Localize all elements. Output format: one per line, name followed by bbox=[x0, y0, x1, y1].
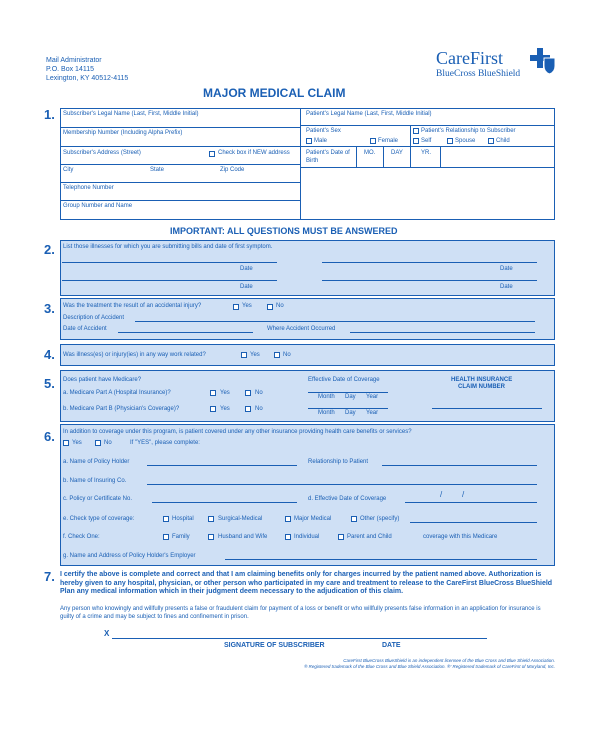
where-field[interactable] bbox=[350, 332, 535, 333]
with-medicare-label: coverage with this Medicare bbox=[423, 534, 498, 540]
section-number: 1. bbox=[44, 107, 55, 122]
address-line: P.O. Box 14115 bbox=[46, 66, 94, 73]
no-label: No bbox=[104, 440, 112, 446]
effective-date-field[interactable] bbox=[405, 502, 537, 503]
no-label: No bbox=[255, 406, 263, 412]
carefirst-logo bbox=[436, 48, 556, 82]
other-coverage-field[interactable] bbox=[410, 522, 537, 523]
fraud-warning: Any person who knowingly and willfully presents a false or fraudulent claim for payment of a loss or benefit or who willfully presents false information in an application for insurance is guilty of a crime and may be subject to fines and confinement in prison. bbox=[60, 606, 541, 620]
yes-label: Yes bbox=[250, 352, 260, 358]
month-label: Month bbox=[318, 410, 335, 416]
work-related-question: Was illness(es) or injury(ies) in any way work related? bbox=[63, 352, 206, 358]
no-label: No bbox=[255, 390, 263, 396]
section-number: 4. bbox=[44, 347, 55, 362]
date-label: Date bbox=[500, 266, 513, 272]
date-label: Date bbox=[240, 266, 253, 272]
part-b-label: b. Medicare Part B (Physician's Coverage)? bbox=[63, 406, 180, 412]
subscriber-name-label: Subscriber's Legal Name (Last, First, Middle Initial) bbox=[63, 111, 199, 117]
employer-field[interactable] bbox=[225, 559, 537, 560]
day-label: Day bbox=[345, 394, 356, 400]
month-label: Month bbox=[318, 394, 335, 400]
mailing-address bbox=[46, 56, 128, 83]
patient-sex-label: Patient's Sex bbox=[306, 128, 341, 134]
female-checkbox[interactable] bbox=[370, 138, 376, 144]
yes-label: Yes bbox=[72, 440, 82, 446]
relationship-to-patient-label: Relationship to Patient bbox=[308, 459, 369, 465]
signature-field[interactable] bbox=[112, 638, 487, 639]
certification-text: I certify the above is complete and correct and that I am claiming benefits only for charges incurred by the patient named above. Authorization is hereby given to any hospital, physician, or other person who participated in my care and treatment to release to the CareFirst BlueCross BlueShield Plan any medical information which in their judgment deem necessary to the adjudication of this claim. bbox=[60, 571, 553, 595]
self-checkbox[interactable] bbox=[413, 138, 419, 144]
yes-label: Yes bbox=[220, 390, 230, 396]
husband-wife-label: Husband and Wife bbox=[218, 534, 268, 540]
day-label: Day bbox=[345, 410, 356, 416]
yes-label: Yes bbox=[220, 406, 230, 412]
section-number: 2. bbox=[44, 242, 55, 257]
subscriber-name-field[interactable] bbox=[62, 118, 298, 126]
address-line: Lexington, KY 40512-4115 bbox=[46, 75, 129, 82]
zip-label: Zip Code bbox=[220, 167, 245, 173]
check-one-label: f. Check One: bbox=[63, 534, 100, 540]
page-title: MAJOR MEDICAL CLAIM bbox=[203, 86, 346, 100]
if-yes-label: If "YES", please complete: bbox=[130, 440, 200, 446]
subscriber-address-label: Subscriber's Address (Street) bbox=[63, 150, 141, 156]
year-label: Year bbox=[366, 394, 379, 400]
logo-main: CareFirst bbox=[436, 48, 503, 68]
year-label: Year bbox=[366, 410, 379, 416]
telephone-label: Telephone Number bbox=[63, 185, 114, 191]
husband-wife-checkbox[interactable] bbox=[208, 534, 214, 540]
work-yes-checkbox[interactable] bbox=[241, 352, 247, 358]
dob-month-label: MO. bbox=[364, 150, 376, 156]
male-label: Male bbox=[314, 138, 328, 144]
spouse-checkbox[interactable] bbox=[447, 138, 453, 144]
health-insurance-label: HEALTH INSURANCE bbox=[451, 377, 513, 383]
major-medical-label: Major Medical bbox=[294, 516, 332, 522]
female-label: Female bbox=[378, 138, 399, 144]
self-label: Self bbox=[421, 138, 432, 144]
accident-question: Was the treatment the result of an accidental injury? bbox=[63, 303, 202, 309]
footer-line: CareFirst BlueCross BlueShield is an independent licensee of the Blue Cross and Blue Shield Association. bbox=[343, 658, 555, 663]
parent-child-checkbox[interactable] bbox=[338, 534, 344, 540]
section2-prompt: List those illnesses for which you are submitting bills and date of first symptom. bbox=[63, 244, 273, 250]
date-label: Date bbox=[500, 284, 513, 290]
description-field[interactable] bbox=[135, 321, 535, 322]
child-label: Child bbox=[496, 138, 510, 144]
membership-number-label: Membership Number (Including Alpha Prefix) bbox=[63, 130, 183, 136]
part-a-yes-checkbox[interactable] bbox=[210, 390, 216, 396]
accident-yes-checkbox[interactable] bbox=[233, 304, 239, 310]
policy-holder-field[interactable] bbox=[147, 465, 297, 466]
address-line: Mail Administrator bbox=[46, 57, 102, 64]
other-coverage-label: Other (specify) bbox=[360, 516, 400, 522]
section-number: 5. bbox=[44, 376, 55, 391]
blue-cross-shield-icon bbox=[530, 48, 556, 74]
other-coverage-checkbox[interactable] bbox=[351, 516, 357, 522]
other-yes-checkbox[interactable] bbox=[63, 440, 69, 446]
part-b-yes-checkbox[interactable] bbox=[210, 406, 216, 412]
accident-no-checkbox[interactable] bbox=[267, 304, 273, 310]
surgical-label: Surgical-Medical bbox=[218, 516, 263, 522]
work-no-checkbox[interactable] bbox=[274, 352, 280, 358]
new-address-label: Check box if NEW address bbox=[218, 150, 290, 156]
insuring-co-field[interactable] bbox=[147, 484, 537, 485]
policy-holder-label: a. Name of Policy Holder bbox=[63, 459, 130, 465]
male-checkbox[interactable] bbox=[306, 138, 312, 144]
part-a-label: a. Medicare Part A (Hospital Insurance)? bbox=[63, 390, 171, 396]
other-no-checkbox[interactable] bbox=[95, 440, 101, 446]
policy-number-label: c. Policy or Certificate No. bbox=[63, 496, 133, 502]
family-label: Family bbox=[172, 534, 190, 540]
dob-day-label: DAY bbox=[391, 150, 403, 156]
hospital-label: Hospital bbox=[172, 516, 194, 522]
spouse-label: Spouse bbox=[455, 138, 476, 144]
logo-sub: BlueCross BlueShield bbox=[436, 69, 521, 79]
date-label: DATE bbox=[382, 642, 401, 649]
family-checkbox[interactable] bbox=[163, 534, 169, 540]
date-label: Date bbox=[240, 284, 253, 290]
effective-date-label: d. Effective Date of Coverage bbox=[308, 496, 387, 502]
effective-date-label: Effective Date of Coverage bbox=[308, 377, 380, 383]
signature-label: SIGNATURE OF SUBSCRIBER bbox=[224, 642, 325, 649]
dob-year-label: YR. bbox=[421, 150, 432, 156]
city-label: City bbox=[63, 167, 74, 173]
hospital-checkbox[interactable] bbox=[163, 516, 169, 522]
membership-number-field[interactable] bbox=[62, 137, 298, 145]
dob-label: Patient's Date of Birth bbox=[306, 150, 350, 164]
section-number: 7. bbox=[44, 569, 55, 584]
important-notice: IMPORTANT: ALL QUESTIONS MUST BE ANSWERED bbox=[170, 226, 398, 236]
patient-name-label: Patient's Legal Name (Last, First, Middle Initial) bbox=[306, 111, 432, 117]
new-address-checkbox[interactable] bbox=[209, 151, 215, 157]
individual-checkbox[interactable] bbox=[285, 534, 291, 540]
other-insurance-question: In addition to coverage under this program, is patient covered under any other insurance providing health care benefits or services? bbox=[63, 429, 412, 435]
where-label: Where Accident Occurred bbox=[267, 326, 336, 332]
medicare-question: Does patient have Medicare? bbox=[63, 377, 142, 383]
major-medical-checkbox[interactable] bbox=[285, 516, 291, 522]
state-label: State bbox=[150, 167, 165, 173]
coverage-type-label: e. Check type of coverage: bbox=[63, 516, 135, 522]
no-label: No bbox=[276, 303, 284, 309]
signature-x: X bbox=[104, 629, 110, 638]
insuring-co-label: b. Name of Insuring Co. bbox=[63, 478, 127, 484]
claim-number-field[interactable] bbox=[432, 408, 542, 409]
footer-line: ® Registered trademark of the Blue Cross and Blue Shield Association. ®' Registered trademark of CareFirst of Maryland, Inc. bbox=[304, 664, 555, 669]
claim-number-label: CLAIM NUMBER bbox=[458, 384, 505, 390]
no-label: No bbox=[283, 352, 291, 358]
section-number: 6. bbox=[44, 429, 55, 444]
surgical-checkbox[interactable] bbox=[208, 516, 214, 522]
policy-number-field[interactable] bbox=[152, 502, 297, 503]
parent-child-label: Parent and Child bbox=[347, 534, 392, 540]
employer-label: g. Name and Address of Policy Holder's Employer bbox=[63, 553, 196, 559]
date-of-accident-field[interactable] bbox=[118, 332, 253, 333]
yes-label: Yes bbox=[242, 303, 252, 309]
relationship-checkbox[interactable] bbox=[413, 128, 419, 134]
relationship-to-patient-field[interactable] bbox=[382, 465, 537, 466]
relationship-label: Patient's Relationship to Subscriber bbox=[421, 128, 516, 134]
description-label: Description of Accident bbox=[63, 315, 125, 321]
group-label: Group Number and Name bbox=[63, 203, 133, 209]
part-b-no-checkbox[interactable] bbox=[245, 406, 251, 412]
individual-label: Individual bbox=[294, 534, 320, 540]
section-number: 3. bbox=[44, 301, 55, 316]
child-checkbox[interactable] bbox=[488, 138, 494, 144]
date-of-accident-label: Date of Accident bbox=[63, 326, 107, 332]
part-a-no-checkbox[interactable] bbox=[245, 390, 251, 396]
